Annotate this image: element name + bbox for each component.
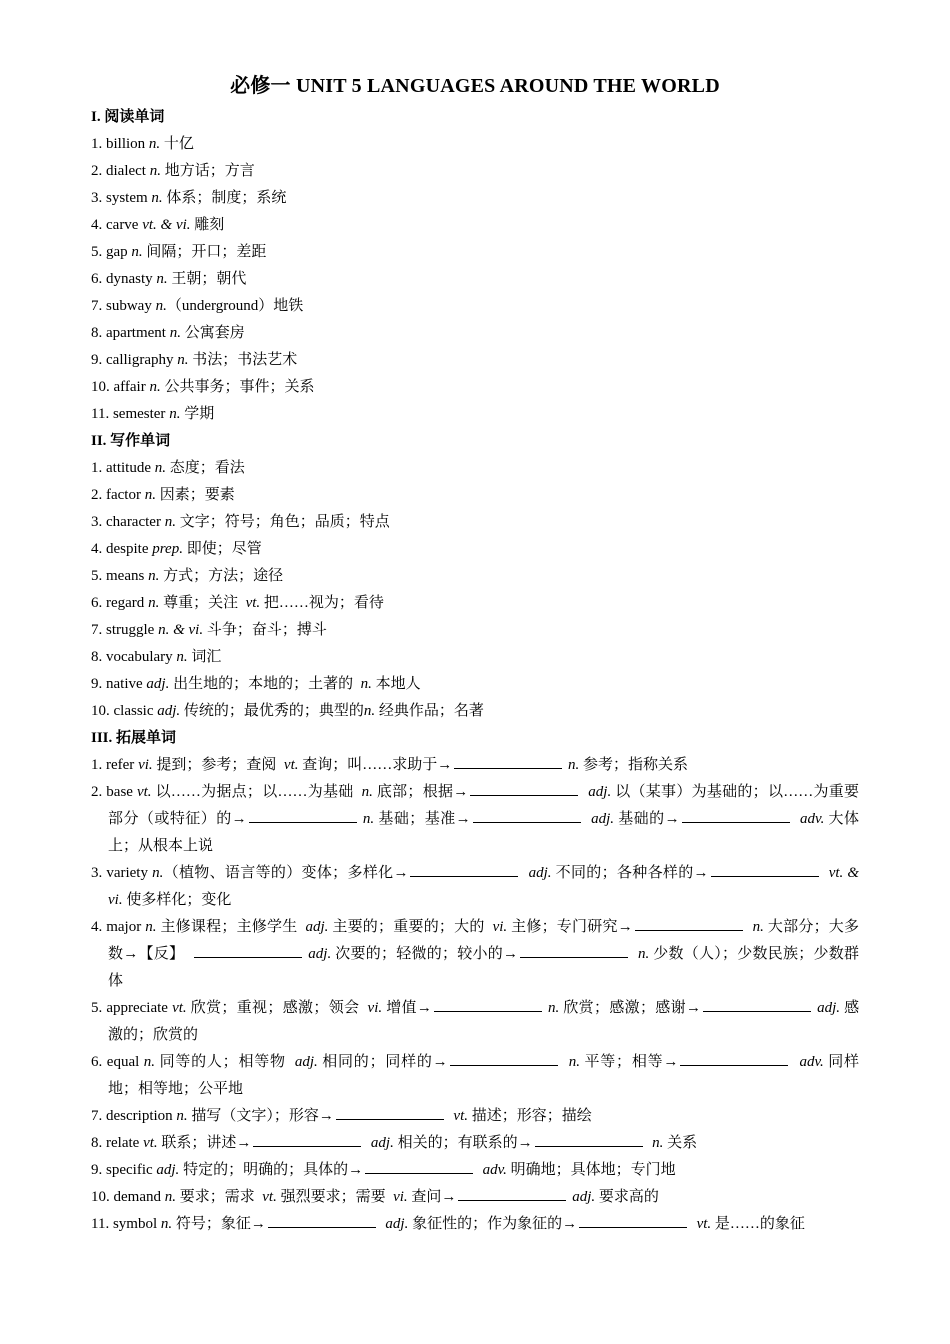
list-item: 4. despite prep. 即使；尽管 [91, 541, 262, 557]
list-item: 3. variety n.（植物、语言等的）变体；多样化→ adj. 不同的；各种各样的→ vt. & vi. 使多样化；变化 [91, 860, 859, 914]
list-item: 10. demand n. 要求；需求 vt. 强烈要求；需要 vi. 查问→ adj. 要求高的 [91, 1184, 859, 1211]
list-item: 2. base vt. 以……为据点；以……为基础 n. 底部；根据→ adj. 以（某事）为基础的；以……为重要部分（或特征）的→ n. 基础；基准→ adj. 基础的→ adv. 大体上；从根本上说 [91, 779, 859, 860]
list-item: 9. calligraphy n. 书法；书法艺术 [91, 352, 298, 368]
answer-blank[interactable] [535, 1132, 643, 1147]
answer-blank[interactable] [336, 1105, 444, 1120]
answer-blank[interactable] [450, 1051, 558, 1066]
answer-blank[interactable] [194, 943, 302, 958]
answer-blank[interactable] [520, 943, 628, 958]
list-item: 8. vocabulary n. 词汇 [91, 649, 222, 665]
list-item: 10. affair n. 公共事务；事件；关系 [91, 379, 315, 395]
list-item: 8. relate vt. 联系；讲述→ adj. 相关的；有联系的→ n. 关系 [91, 1130, 859, 1157]
expansion-word-list [91, 752, 859, 1238]
answer-blank[interactable] [473, 808, 581, 823]
answer-blank[interactable] [635, 916, 743, 931]
answer-blank[interactable] [711, 862, 819, 877]
list-item: 4. carve vt. & vi. 雕刻 [91, 217, 225, 233]
list-item: 5. appreciate vt. 欣赏；重视；感激；领会 vi. 增值→ n. 欣赏；感激；感谢→ adj. 感激的；欣赏的 [91, 995, 859, 1049]
answer-blank[interactable] [682, 808, 790, 823]
list-item: 9. specific adj. 特定的；明确的；具体的→ adv. 明确地；具体地；专门地 [91, 1157, 859, 1184]
section-heading-expansion: III. 拓展单词 [91, 730, 177, 746]
answer-blank[interactable] [249, 808, 357, 823]
list-item: 8. apartment n. 公寓套房 [91, 325, 245, 341]
list-item: 6. regard n. 尊重；关注 vt. 把……视为；看待 [91, 595, 384, 611]
list-item: 1. attitude n. 态度；看法 [91, 460, 245, 476]
list-item: 5. gap n. 间隔；开口；差距 [91, 244, 267, 260]
answer-blank[interactable] [703, 997, 811, 1012]
section-heading-reading: I. 阅读单词 [91, 109, 165, 125]
list-item: 5. means n. 方式；方法；途径 [91, 568, 284, 584]
list-item: 11. symbol n. 符号；象征→ adj. 象征性的；作为象征的→ vt. 是……的象征 [91, 1211, 859, 1238]
answer-blank[interactable] [454, 754, 562, 769]
list-item: 3. character n. 文字；符号；角色；品质；特点 [91, 514, 390, 530]
list-item: 1. billion n. 十亿 [91, 136, 194, 152]
list-item: 3. system n. 体系；制度；系统 [91, 190, 287, 206]
answer-blank[interactable] [579, 1213, 687, 1228]
list-item: 9. native adj. 出生地的；本地的；土著的 n. 本地人 [91, 676, 421, 692]
document-page [91, 70, 859, 1238]
answer-blank[interactable] [268, 1213, 376, 1228]
page-title: 必修一 UNIT 5 LANGUAGES AROUND THE WORLD [230, 75, 720, 97]
answer-blank[interactable] [458, 1186, 566, 1201]
list-item: 11. semester n. 学期 [91, 406, 215, 422]
list-item: 7. description n. 描写（文字）；形容→ vt. 描述；形容；描绘 [91, 1103, 859, 1130]
answer-blank[interactable] [680, 1051, 788, 1066]
list-item: 6. dynasty n. 王朝；朝代 [91, 271, 247, 287]
list-item: 1. refer vi. 提到；参考；查阅 vt. 查询；叫……求助于→ n. 参考；指称关系 [91, 752, 859, 779]
writing-word-list [91, 455, 859, 725]
reading-word-list [91, 131, 859, 428]
answer-blank[interactable] [365, 1159, 473, 1174]
answer-blank[interactable] [434, 997, 542, 1012]
list-item: 2. dialect n. 地方话；方言 [91, 163, 255, 179]
answer-blank[interactable] [470, 781, 578, 796]
list-item: 7. subway n.（underground）地铁 [91, 298, 304, 314]
answer-blank[interactable] [410, 862, 518, 877]
answer-blank[interactable] [253, 1132, 361, 1147]
list-item: 10. classic adj. 传统的；最优秀的；典型的n. 经典作品；名著 [91, 703, 484, 719]
list-item: 6. equal n. 同等的人；相等物 adj. 相同的；同样的→ n. 平等；相等→ adv. 同样地；相等地；公平地 [91, 1049, 859, 1103]
list-item: 7. struggle n. & vi. 斗争；奋斗；搏斗 [91, 622, 327, 638]
list-item: 2. factor n. 因素；要素 [91, 487, 235, 503]
list-item: 4. major n. 主修课程；主修学生 adj. 主要的；重要的；大的 vi. 主修；专门研究→ n. 大部分；大多数→【反】 adj. 次要的；轻微的；较小的→ n. 少数（人）；少数民族；少数群体 [91, 914, 859, 995]
section-heading-writing: II. 写作单词 [91, 433, 171, 449]
